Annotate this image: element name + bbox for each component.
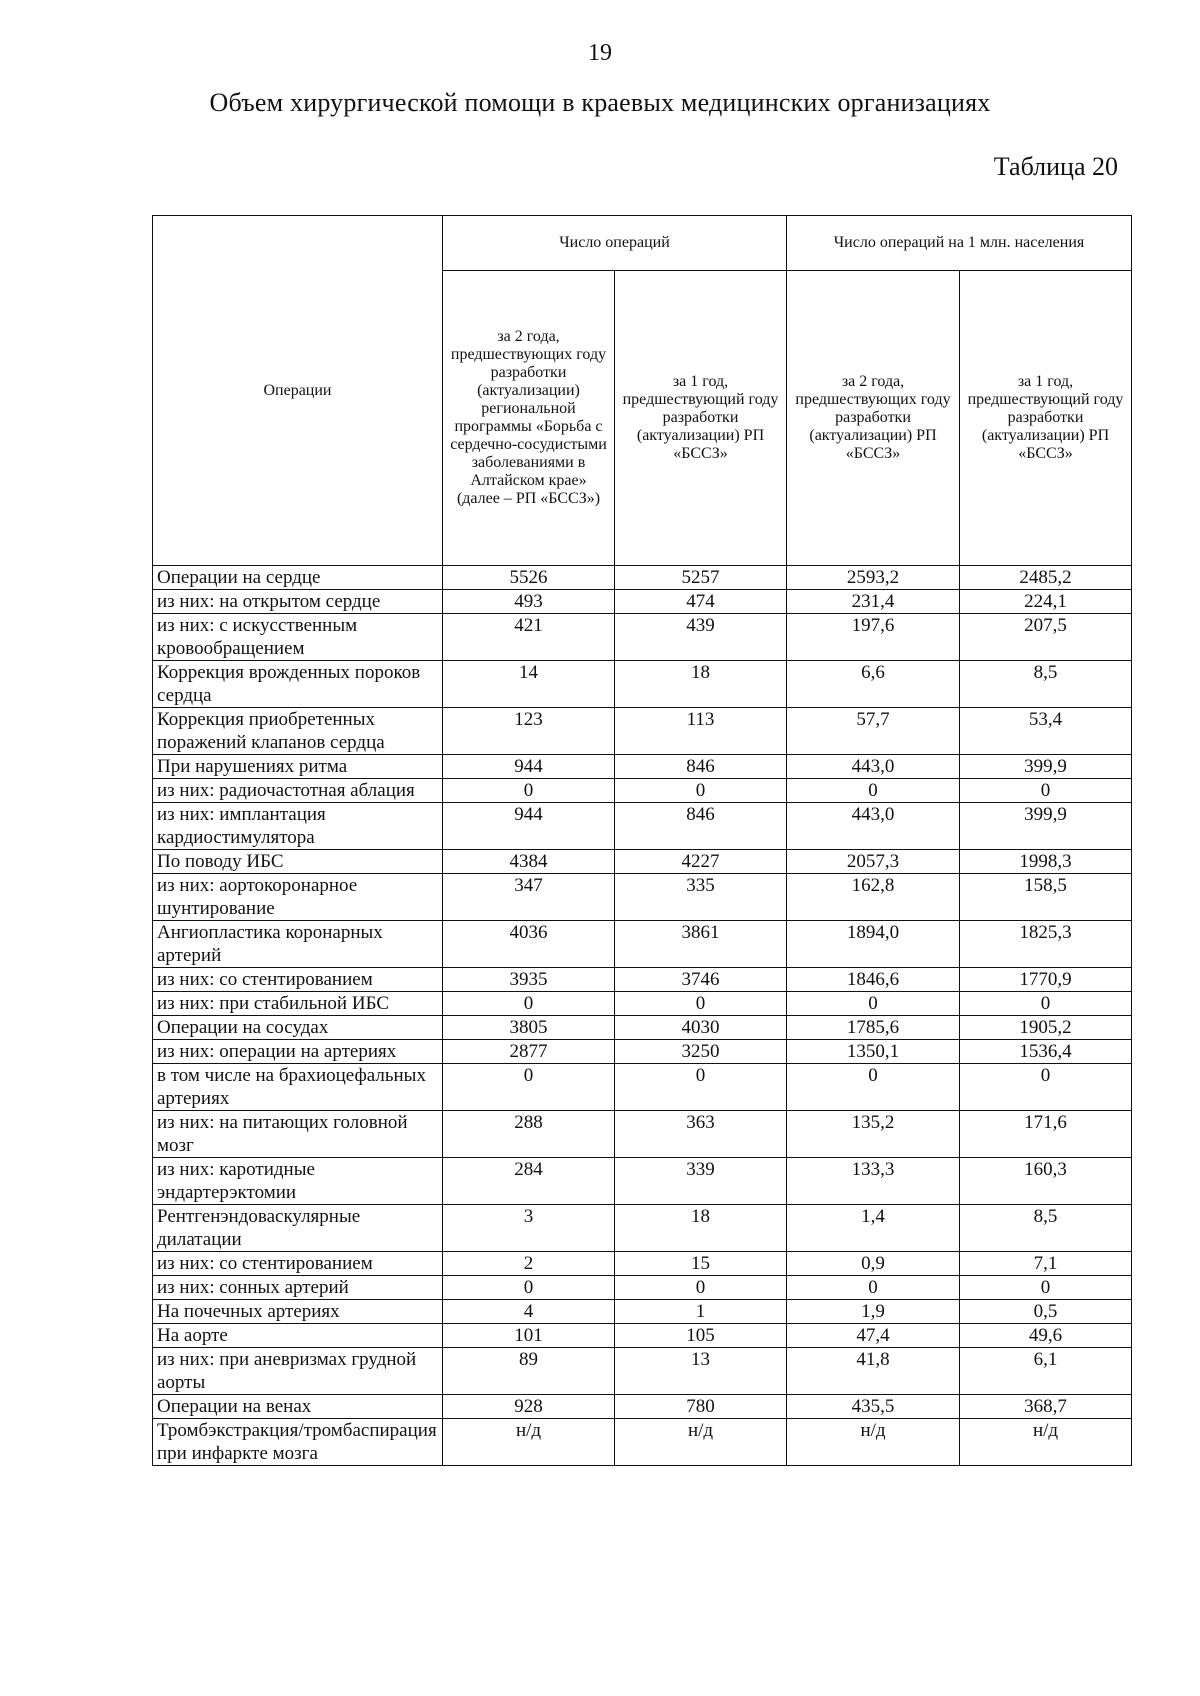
row-value-2y-count: 0 (443, 779, 615, 803)
row-value-1y-per-million: 158,5 (960, 874, 1132, 921)
row-value-1y-per-million: 8,5 (960, 661, 1132, 708)
row-value-2y-per-million: 41,8 (787, 1348, 960, 1395)
row-value-2y-per-million: 1,4 (787, 1205, 960, 1252)
row-value-1y-count: 3250 (615, 1040, 787, 1064)
row-value-1y-count: 4227 (615, 850, 787, 874)
table-row (153, 1348, 1132, 1395)
row-name-cell: из них: с искусственным кровообращением (153, 614, 443, 661)
row-value-1y-per-million: 399,9 (960, 755, 1132, 779)
row-value-2y-count: 101 (443, 1324, 615, 1348)
row-value-2y-count: 288 (443, 1111, 615, 1158)
row-value-1y-per-million: 49,6 (960, 1324, 1132, 1348)
row-value-1y-per-million: н/д (960, 1419, 1132, 1466)
row-name-cell: из них: на открытом сердце (153, 590, 443, 614)
table-label: Таблица 20 (993, 152, 1118, 181)
row-value-1y-count: 439 (615, 614, 787, 661)
table-row (153, 590, 1132, 614)
row-value-2y-per-million: 435,5 (787, 1395, 960, 1419)
row-value-2y-per-million: 135,2 (787, 1111, 960, 1158)
row-value-2y-per-million: 6,6 (787, 661, 960, 708)
row-value-2y-count: 2 (443, 1252, 615, 1276)
row-value-1y-count: 335 (615, 874, 787, 921)
row-name-cell: Тромбэкстракция/тромбаспирация при инфаркте мозга (153, 1419, 443, 1466)
row-value-2y-count: н/д (443, 1419, 615, 1466)
row-value-2y-count: 284 (443, 1158, 615, 1205)
row-value-1y-per-million: 0 (960, 1064, 1132, 1111)
row-value-1y-count: 5257 (615, 566, 787, 590)
row-value-1y-count: 105 (615, 1324, 787, 1348)
table-row (153, 968, 1132, 992)
header-col-2y-per-million: за 2 года, предшествующих году разработки (актуализации) РП «БССЗ» (787, 271, 960, 566)
table-row (153, 779, 1132, 803)
row-value-2y-per-million: 0 (787, 1064, 960, 1111)
row-value-1y-per-million: 171,6 (960, 1111, 1132, 1158)
row-name-cell: из них: со стентированием (153, 1252, 443, 1276)
row-value-1y-per-million: 0 (960, 992, 1132, 1016)
row-value-1y-per-million: 6,1 (960, 1348, 1132, 1395)
row-name-cell: из них: имплантация кардиостимулятора (153, 803, 443, 850)
row-value-2y-count: 3935 (443, 968, 615, 992)
row-value-2y-count: 493 (443, 590, 615, 614)
table-row (153, 755, 1132, 779)
row-value-2y-count: 421 (443, 614, 615, 661)
row-value-2y-count: 89 (443, 1348, 615, 1395)
row-value-2y-count: 347 (443, 874, 615, 921)
header-col-1y-count: за 1 год, предшествующий году разработки (актуализации) РП «БССЗ» (615, 271, 787, 566)
row-value-2y-per-million: 47,4 (787, 1324, 960, 1348)
row-value-1y-count: н/д (615, 1419, 787, 1466)
row-value-2y-per-million: 1846,6 (787, 968, 960, 992)
row-value-2y-count: 944 (443, 803, 615, 850)
row-value-1y-count: 3861 (615, 921, 787, 968)
row-value-2y-count: 944 (443, 755, 615, 779)
row-value-1y-count: 0 (615, 779, 787, 803)
row-value-1y-per-million: 0 (960, 779, 1132, 803)
row-value-2y-count: 0 (443, 1064, 615, 1111)
table-row (153, 1300, 1132, 1324)
table-row (153, 992, 1132, 1016)
row-value-2y-per-million: 0 (787, 779, 960, 803)
row-value-1y-per-million: 160,3 (960, 1158, 1132, 1205)
table-row (153, 921, 1132, 968)
header-col-1y-per-million: за 1 год, предшествующий году разработки (актуализации) РП «БССЗ» (960, 271, 1132, 566)
row-value-2y-per-million: 2593,2 (787, 566, 960, 590)
row-value-2y-count: 5526 (443, 566, 615, 590)
row-value-2y-count: 2877 (443, 1040, 615, 1064)
row-value-1y-count: 15 (615, 1252, 787, 1276)
row-name-cell: из них: на питающих головной мозг (153, 1111, 443, 1158)
row-value-1y-per-million: 399,9 (960, 803, 1132, 850)
row-name-cell: из них: при стабильной ИБС (153, 992, 443, 1016)
row-value-2y-per-million: 0,9 (787, 1252, 960, 1276)
row-value-2y-per-million: 57,7 (787, 708, 960, 755)
row-value-2y-per-million: 443,0 (787, 803, 960, 850)
row-value-1y-count: 339 (615, 1158, 787, 1205)
table-row (153, 850, 1132, 874)
row-value-2y-per-million: н/д (787, 1419, 960, 1466)
row-value-2y-per-million: 133,3 (787, 1158, 960, 1205)
header-group-per-million: Число операций на 1 млн. населения (787, 216, 1132, 271)
row-name-cell: из них: каротидные эндартерэктомии (153, 1158, 443, 1205)
row-name-cell: Коррекция врожденных пороков сердца (153, 661, 443, 708)
row-value-1y-per-million: 0 (960, 1276, 1132, 1300)
row-value-1y-per-million: 1770,9 (960, 968, 1132, 992)
table-row (153, 803, 1132, 850)
row-value-1y-count: 0 (615, 1064, 787, 1111)
row-value-1y-per-million: 2485,2 (960, 566, 1132, 590)
row-value-1y-count: 0 (615, 1276, 787, 1300)
row-name-cell: из них: при аневризмах грудной аорты (153, 1348, 443, 1395)
row-value-1y-per-million: 224,1 (960, 590, 1132, 614)
row-value-1y-count: 474 (615, 590, 787, 614)
row-name-cell: При нарушениях ритма (153, 755, 443, 779)
row-value-1y-count: 3746 (615, 968, 787, 992)
row-value-1y-count: 0 (615, 992, 787, 1016)
row-name-cell: Операции на венах (153, 1395, 443, 1419)
row-value-1y-count: 1 (615, 1300, 787, 1324)
table-row (153, 874, 1132, 921)
row-value-1y-per-million: 1536,4 (960, 1040, 1132, 1064)
table-row (153, 1016, 1132, 1040)
row-value-2y-per-million: 197,6 (787, 614, 960, 661)
row-name-cell: из них: сонных артерий (153, 1276, 443, 1300)
row-value-2y-count: 0 (443, 1276, 615, 1300)
header-col-2y-count: за 2 года, предшествующих году разработки (актуализации) региональной программы «Борьба с сердечно-сосудистыми заболеваниями в Алтайском крае» (далее – РП «БССЗ») (443, 271, 615, 566)
row-name-cell: из них: со стентированием (153, 968, 443, 992)
table-row (153, 1205, 1132, 1252)
table-row (153, 1395, 1132, 1419)
row-value-1y-count: 13 (615, 1348, 787, 1395)
row-value-2y-count: 4 (443, 1300, 615, 1324)
row-value-1y-count: 113 (615, 708, 787, 755)
row-value-2y-count: 4036 (443, 921, 615, 968)
table-row (153, 566, 1132, 590)
row-value-2y-count: 4384 (443, 850, 615, 874)
row-value-1y-per-million: 1905,2 (960, 1016, 1132, 1040)
row-value-2y-per-million: 0 (787, 1276, 960, 1300)
row-value-1y-per-million: 1998,3 (960, 850, 1132, 874)
row-value-1y-count: 846 (615, 755, 787, 779)
header-operations: Операции (153, 216, 443, 566)
table-row (153, 1158, 1132, 1205)
row-value-1y-per-million: 368,7 (960, 1395, 1132, 1419)
row-name-cell: Операции на сосудах (153, 1016, 443, 1040)
header-group-count: Число операций (443, 216, 787, 271)
row-value-2y-count: 3 (443, 1205, 615, 1252)
row-value-1y-per-million: 53,4 (960, 708, 1132, 755)
row-value-2y-per-million: 1,9 (787, 1300, 960, 1324)
row-name-cell: По поводу ИБС (153, 850, 443, 874)
row-name-cell: из них: операции на артериях (153, 1040, 443, 1064)
row-value-2y-per-million: 231,4 (787, 590, 960, 614)
row-value-2y-count: 3805 (443, 1016, 615, 1040)
row-value-2y-count: 14 (443, 661, 615, 708)
row-name-cell: На аорте (153, 1324, 443, 1348)
table-row (153, 708, 1132, 755)
row-value-2y-per-million: 443,0 (787, 755, 960, 779)
row-value-2y-count: 928 (443, 1395, 615, 1419)
row-value-1y-per-million: 0,5 (960, 1300, 1132, 1324)
row-value-1y-count: 363 (615, 1111, 787, 1158)
row-value-1y-count: 18 (615, 661, 787, 708)
row-value-1y-count: 780 (615, 1395, 787, 1419)
table-row (153, 1111, 1132, 1158)
row-value-1y-count: 846 (615, 803, 787, 850)
table-row (153, 1419, 1132, 1466)
table-row (153, 661, 1132, 708)
row-name-cell: из них: радиочастотная аблация (153, 779, 443, 803)
table-row (153, 1276, 1132, 1300)
operations-table (152, 215, 1132, 1466)
row-value-2y-per-million: 2057,3 (787, 850, 960, 874)
row-name-cell: Ангиопластика коронарных артерий (153, 921, 443, 968)
table-row (153, 614, 1132, 661)
table-row (153, 1324, 1132, 1348)
row-value-1y-per-million: 8,5 (960, 1205, 1132, 1252)
page-title: Объем хирургической помощи в краевых медицинских организациях (209, 88, 991, 117)
row-value-2y-per-million: 1785,6 (787, 1016, 960, 1040)
row-value-2y-per-million: 0 (787, 992, 960, 1016)
row-value-1y-per-million: 1825,3 (960, 921, 1132, 968)
row-value-1y-per-million: 207,5 (960, 614, 1132, 661)
row-value-2y-count: 123 (443, 708, 615, 755)
row-value-2y-per-million: 162,8 (787, 874, 960, 921)
page-number: 19 (588, 40, 612, 66)
row-name-cell: из них: аортокоронарное шунтирование (153, 874, 443, 921)
row-value-2y-per-million: 1894,0 (787, 921, 960, 968)
table-row (153, 1252, 1132, 1276)
row-value-2y-per-million: 1350,1 (787, 1040, 960, 1064)
table-row (153, 1040, 1132, 1064)
row-name-cell: Рентгенэндоваскулярные дилатации (153, 1205, 443, 1252)
row-value-1y-count: 18 (615, 1205, 787, 1252)
row-value-1y-per-million: 7,1 (960, 1252, 1132, 1276)
row-value-2y-count: 0 (443, 992, 615, 1016)
table-row (153, 1064, 1132, 1111)
row-name-cell: На почечных артериях (153, 1300, 443, 1324)
row-name-cell: Операции на сердце (153, 566, 443, 590)
row-name-cell: в том числе на брахиоцефальных артериях (153, 1064, 443, 1111)
row-value-1y-count: 4030 (615, 1016, 787, 1040)
row-name-cell: Коррекция приобретенных поражений клапанов сердца (153, 708, 443, 755)
